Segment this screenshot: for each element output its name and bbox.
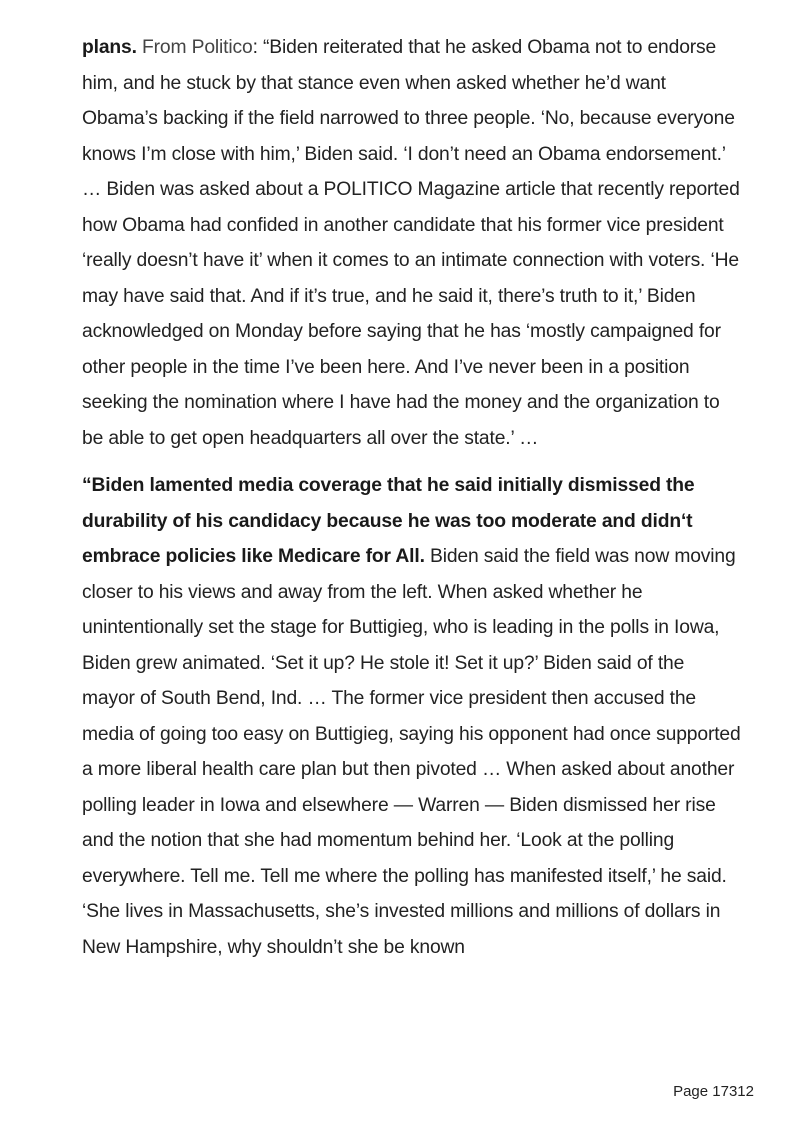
paragraph-body: : “Biden reiterated that he asked Obama not to endorse him, and he stuck by that stance even when asked whether he’d want Obama’s backing if the field narrowed to three people. ‘No, because everyone knows I’m close with him,’ Biden said. ‘I don’t need an Obama endorsement.’ … Biden was asked about a POLITICO Magazine article that recently reported how Obama had confided in another candidate that his former vice president ‘really doesn’t have it’ when it comes to an intimate connection with voters. ‘He may have said that. And if it’s true, and he said it, there’s truth to it,’ Biden acknowledged on Monday before saying that he has ‘mostly campaigned for other people in the time I’ve been here. And I’ve never been in a position seeking the nomination where I have had the money and the organization to be able to get open headquarters all over the state.’ …: [82, 37, 740, 449]
paragraph-media-coverage: [82, 468, 742, 965]
paragraph-lead-bold: “Biden lamented media coverage that he said initially dismissed the durability of his candidacy because he was too moderate and didn‘t embrace policies like Medicare for All.: [82, 475, 695, 567]
source-attribution: From Politico: [136, 37, 253, 58]
paragraph-lead-bold: plans.: [82, 37, 137, 58]
document-body: [82, 30, 742, 965]
page-number: Page 17312: [673, 1083, 754, 1100]
paragraph-body: Biden said the field was now moving closer to his views and away from the left. When asked whether he unintentionally set the stage for Buttigieg, who is leading in the polls in Iowa, Biden grew animated. ‘Set it up? He stole it! Set it up?’ Biden said of the mayor of South Bend, Ind. … The former vice president then accused the media of going too easy on Buttigieg, saying his opponent had once supported a more liberal health care plan but then pivoted … When asked about another polling leader in Iowa and elsewhere — Warren — Biden dismissed her rise and the notion that she had momentum behind her. ‘Look at the polling everywhere. Tell me. Tell me where the polling has manifested itself,’ he said. ‘She lives in Massachusetts, she’s invested millions and millions of dollars in New Hampshire, why shouldn’t she be known: [82, 546, 741, 958]
paragraph-politico-quote: [82, 30, 742, 456]
